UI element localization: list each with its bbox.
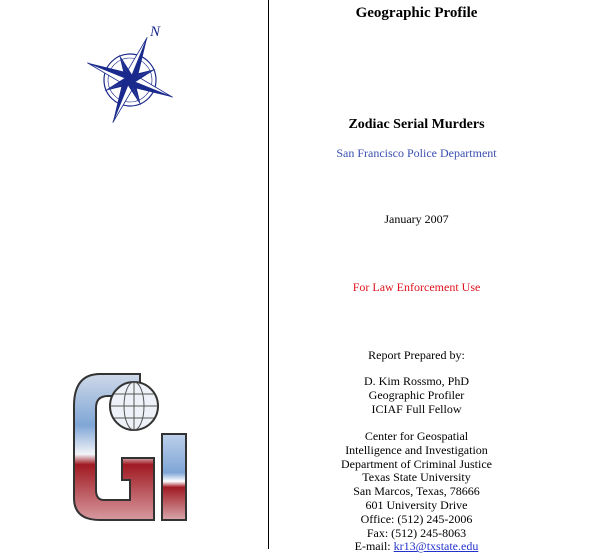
author-fellowship: ICIAF Full Fellow bbox=[371, 401, 462, 416]
institution-line: Intelligence and Investigation bbox=[345, 442, 488, 457]
department-name: San Francisco Police Department bbox=[336, 146, 497, 160]
compass-rose-icon bbox=[84, 20, 180, 126]
office-phone: Office: (512) 245-2006 bbox=[360, 511, 473, 526]
institution-line: Department of Criminal Justice bbox=[341, 456, 492, 471]
compass-north-letter: N bbox=[150, 24, 161, 40]
institution-line: Center for Geospatial bbox=[364, 429, 469, 443]
document-subtitle: Zodiac Serial Murders bbox=[348, 117, 485, 132]
author-block bbox=[269, 375, 564, 416]
author-role: Geographic Profiler bbox=[368, 387, 465, 402]
email-link[interactable]: kr13@txstate.edu bbox=[393, 539, 479, 554]
institution-line: 601 University Drive bbox=[365, 497, 468, 512]
institution-block bbox=[269, 430, 564, 554]
restriction-notice: For Law Enforcement Use bbox=[352, 280, 481, 294]
prepared-by-label: Report Prepared by: bbox=[368, 348, 465, 362]
report-date: January 2007 bbox=[384, 212, 449, 226]
gi-logo bbox=[70, 366, 200, 526]
fax-number: Fax: (512) 245-8063 bbox=[366, 525, 467, 540]
institution-line: Texas State University bbox=[362, 470, 471, 485]
email-line bbox=[269, 540, 564, 554]
author-name: D. Kim Rossmo, PhD bbox=[363, 374, 470, 388]
institution-line: San Marcos, Texas, 78666 bbox=[353, 484, 480, 499]
document-title: Geographic Profile bbox=[355, 5, 478, 21]
email-label: E-mail: bbox=[354, 539, 391, 554]
